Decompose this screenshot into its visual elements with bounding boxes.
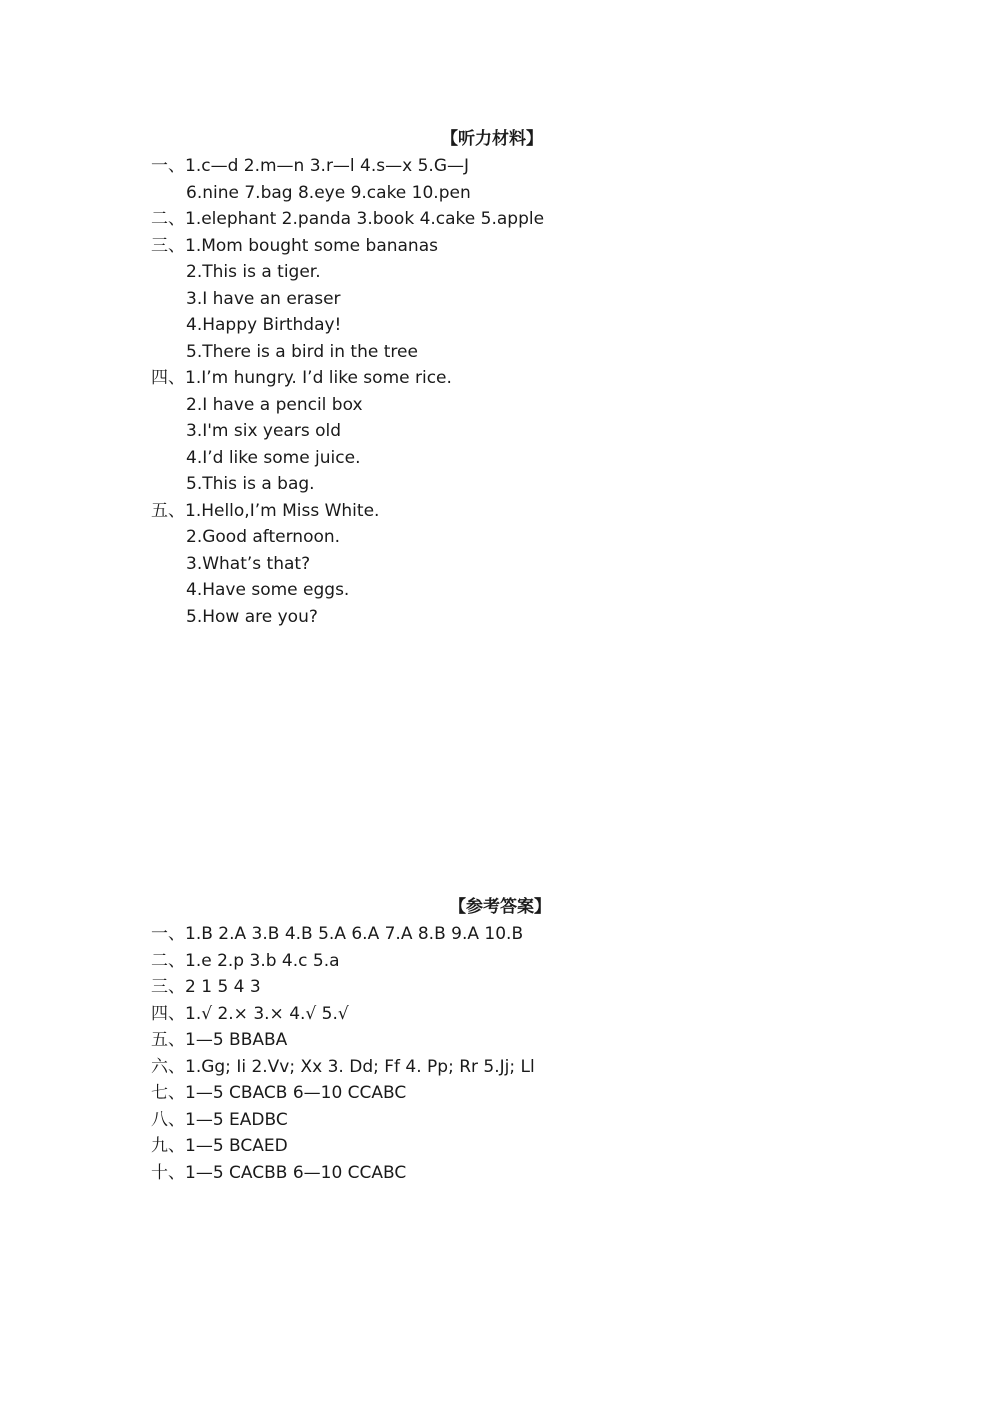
listening-material-line: 5.How are you?: [186, 606, 318, 627]
answer-key-line: 七、1—5 CBACB 6—10 CCABC: [151, 1083, 407, 1103]
answer-key-line: 六、1.Gg; Ii 2.Vv; Xx 3. Dd; Ff 4. Pp; Rr 5.Jj; Ll: [151, 1056, 535, 1077]
listening-material-line: 6.nine 7.bag 8.eye 9.cake 10.pen: [186, 182, 471, 203]
listening-material-line: 4.Have some eggs.: [186, 580, 350, 600]
listening-material-line: 2.Good afternoon.: [186, 527, 341, 547]
answer-key-line: 四、1.√ 2.× 3.× 4.√ 5.√: [151, 1003, 349, 1024]
listening-material-line: 5.There is a bird in the tree: [186, 341, 418, 362]
listening-material-line: 4.Happy Birthday!: [186, 315, 342, 335]
answer-key-line: 一、1.B 2.A 3.B 4.B 5.A 6.A 7.A 8.B 9.A 10.B: [151, 924, 524, 944]
listening-material-line: 3.What’s that?: [186, 553, 311, 574]
answer-key-line: 九、1—5 BCAED: [151, 1136, 288, 1156]
answer-key-heading: 【参考答案】: [449, 897, 551, 917]
answer-key-line: 八、1—5 EADBC: [151, 1109, 288, 1130]
listening-material-line: 5.This is a bag.: [186, 474, 315, 494]
listening-material-line: 五、1.Hello,I’m Miss White.: [151, 500, 380, 521]
answer-key-line: 十、1—5 CACBB 6—10 CCABC: [151, 1162, 407, 1183]
listening-material-line: 四、1.I’m hungry. I’d like some rice.: [151, 368, 452, 388]
listening-material-line: 3.I'm six years old: [186, 421, 342, 441]
answer-key-lines: [151, 921, 535, 1186]
answer-key-line: 二、1.e 2.p 3.b 4.c 5.a: [151, 950, 340, 971]
listening-material-line: 二、1.elephant 2.panda 3.book 4.cake 5.apple: [151, 209, 545, 229]
listening-material-line: 一、1.c—d 2.m—n 3.r—l 4.s—x 5.G—J: [151, 156, 470, 176]
listening-material-line: 3.I have an eraser: [186, 288, 341, 309]
listening-material-line: 三、1.Mom bought some bananas: [151, 235, 438, 256]
answer-key-line: 五、1—5 BBABA: [151, 1030, 288, 1050]
listening-material-heading: 【听力材料】: [441, 129, 543, 149]
listening-material-line: 4.I’d like some juice.: [186, 447, 361, 468]
listening-material-line: 2.This is a tiger.: [186, 262, 321, 282]
listening-material-line: 2.I have a pencil box: [186, 394, 363, 415]
answer-key-line: 三、2 1 5 4 3: [151, 977, 261, 997]
listening-material-lines: [151, 153, 544, 630]
